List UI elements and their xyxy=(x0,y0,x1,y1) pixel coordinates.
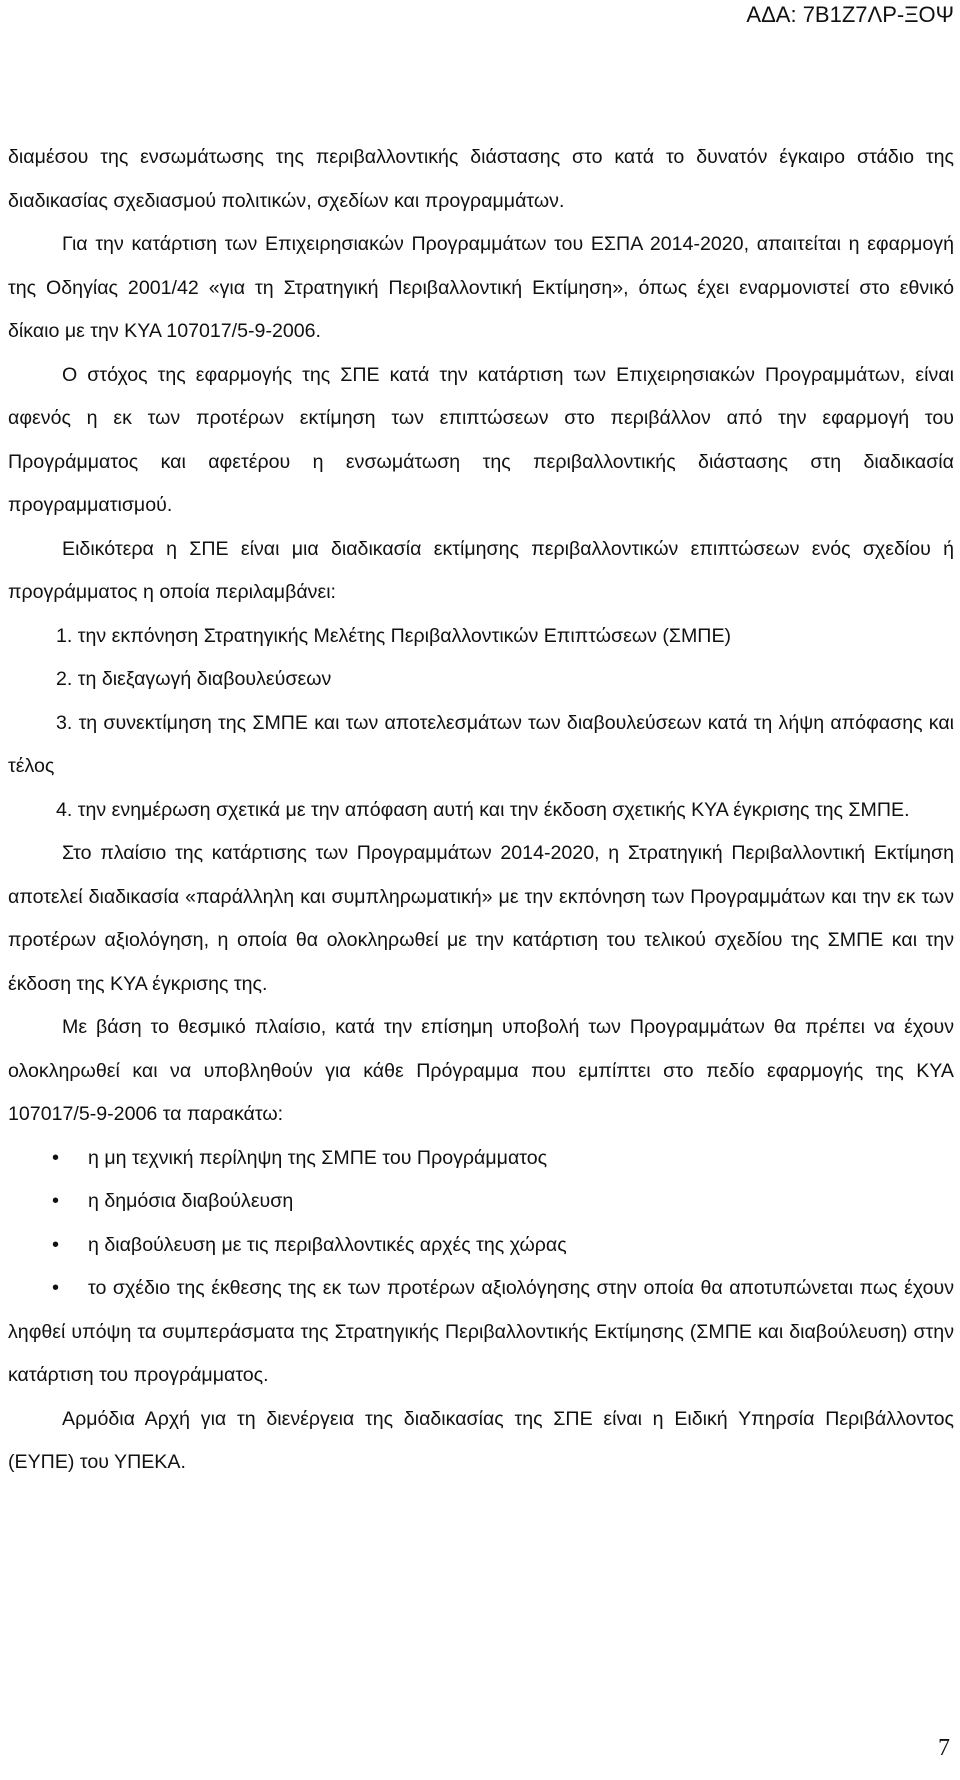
paragraph-submission: Με βάση το θεσμικό πλαίσιο, κατά την επίσημη υποβολή των Προγραμμάτων θα πρέπει να έχουν ολοκληρωθεί και να υποβληθούν για κάθε Πρόγραμμα που εμπίπτει στο πεδίο εφαρμογής της ΚΥΑ 107017/5-9-2006 τα παρακάτω: xyxy=(8,1016,954,1125)
bullet-item: • η διαβούλευση με τις περιβαλλοντικές αρχές της χώρας xyxy=(8,1224,954,1268)
numbered-item: 1. την εκπόνηση Στρατηγικής Μελέτης Περιβαλλοντικών Επιπτώσεων (ΣΜΠΕ) xyxy=(56,624,732,647)
paragraph-framework: Στο πλαίσιο της κατάρτισης των Προγραμμάτων 2014-2020, η Στρατηγική Περιβαλλοντική Εκτίμηση αποτελεί διαδικασία «παράλληλη και συμπληρωματική» με την εκπόνηση των Προγραμμάτων και την εκ των προτέρων αξιολόγηση, η οποία θα ολοκληρωθεί με την κατάρτιση του τελικού σχεδίου της ΣΜΠΕ και την έκδοση της ΚΥΑ έγκρισης της. xyxy=(8,842,954,995)
document-code: ΑΔΑ: 7Β1Ζ7ΛΡ-ΞΟΨ xyxy=(746,2,954,27)
paragraph-authority: Αρμόδια Αρχή για τη διενέργεια της διαδικασίας της ΣΠΕ είναι η Ειδική Υπηρσία Περιβάλλοντος (ΕΥΠΕ) του ΥΠΕΚΑ. xyxy=(8,1407,954,1473)
bullet-item: • η μη τεχνική περίληψη της ΣΜΠΕ του Προγράμματος xyxy=(8,1137,954,1181)
numbered-item: 3. τη συνεκτίμηση της ΣΜΠΕ και των αποτελεσμάτων των διαβουλεύσεων κατά τη λήψη απόφασης και τέλος xyxy=(8,711,954,777)
document-body xyxy=(8,136,954,1485)
bullet-item: • το σχέδιο της έκθεσης της εκ των προτέρων αξιολόγησης στην οποία θα αποτυπώνεται πως έχουν ληφθεί υπόψη τα συμπεράσματα της Στρατηγικής Περιβαλλοντικής Εκτίμησης (ΣΜΠΕ και διαβούλευση) στην κατάρτιση του προγράμματος. xyxy=(8,1267,954,1398)
bullet-list xyxy=(8,1137,954,1398)
paragraph-espa: Για την κατάρτιση των Επιχειρησιακών Προγραμμάτων του ΕΣΠΑ 2014-2020, απαιτείται η εφαρμογή της Οδηγίας 2001/42 «για τη Στρατηγική Περιβαλλοντική Εκτίμηση», όπως έχει εναρμονιστεί στο εθνικό δίκαιο με την ΚΥΑ 107017/5-9-2006. xyxy=(8,233,954,342)
numbered-item: 4. την ενημέρωση σχετικά με την απόφαση αυτή και την έκδοση σχετικής ΚΥΑ έγκρισης της ΣΜΠΕ. xyxy=(56,798,910,821)
bullet-item: • η δημόσια διαβούλευση xyxy=(8,1180,954,1224)
paragraph-objective: Ο στόχος της εφαρμογής της ΣΠΕ κατά την κατάρτιση των Επιχειρησιακών Προγραμμάτων, είναι αφενός η εκ των προτέρων εκτίμηση των επιπτώσεων στο περιβάλλον από την εφαρμογή του Προγράμματος και αφετέρου η ενσωμάτωση της περιβαλλοντικής διάστασης στη διαδικασία προγραμματισμού. xyxy=(8,363,954,516)
numbered-item: 2. τη διεξαγωγή διαβουλεύσεων xyxy=(56,668,332,690)
page-number: 7 xyxy=(938,1735,950,1761)
paragraph-continuation: διαμέσου της ενσωμάτωσης της περιβαλλοντικής διάστασης στο κατά το δυνατόν έγκαιρο στάδιο της διαδικασίας σχεδιασμού πολιτικών, σχεδίων και προγραμμάτων. xyxy=(8,146,954,212)
paragraph-spe-definition: Ειδικότερα η ΣΠΕ είναι μια διαδικασία εκτίμησης περιβαλλοντικών επιπτώσεων ενός σχεδίου ή προγράμματος η οποία περιλαμβάνει: xyxy=(8,537,954,603)
